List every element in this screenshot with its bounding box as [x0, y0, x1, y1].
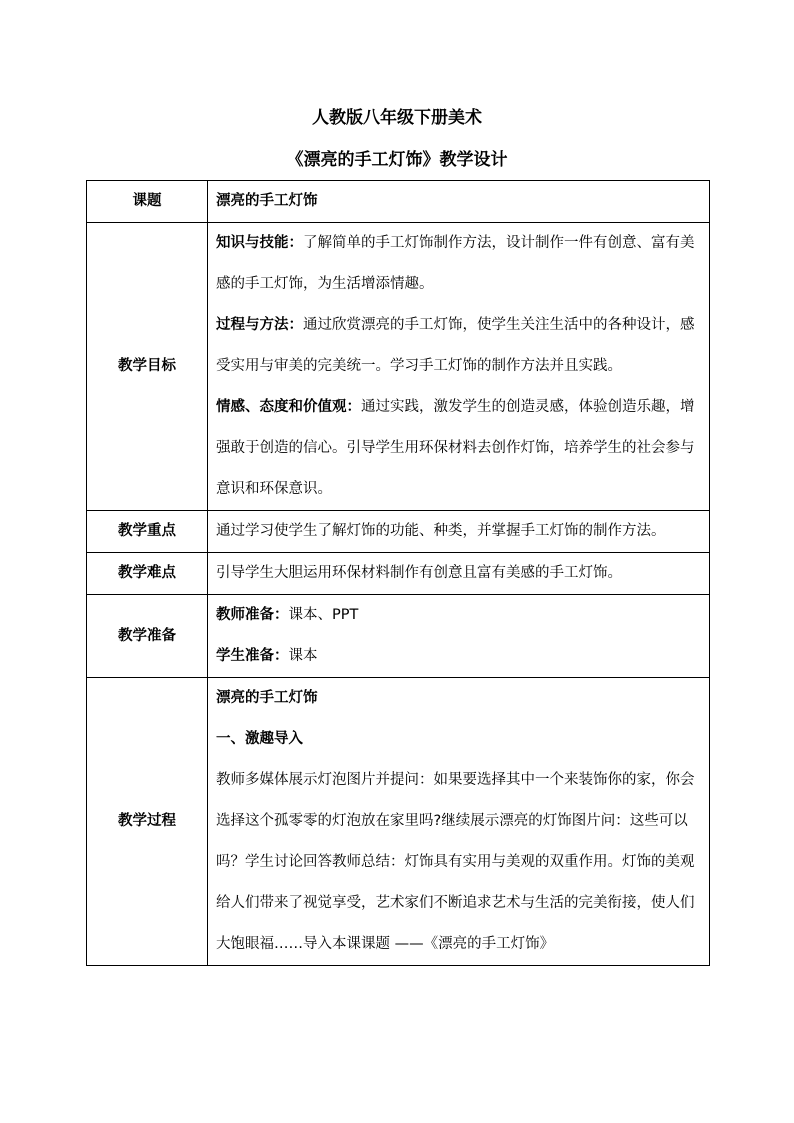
objective-knowledge-head: 知识与技能：: [216, 235, 303, 251]
difficulties-label: 教学难点: [87, 553, 208, 595]
row-key-points: [87, 511, 710, 553]
objective-attitude-text: 通过实践，激发学生的创造灵感，体验创造乐趣，增强敢于创造的信心。引导学生用环保材料去创作灯饰，培养学生的社会参与意识和环保意识。: [216, 399, 695, 497]
student-preparation-head: 学生准备：: [216, 648, 289, 664]
objective-process: [216, 305, 701, 387]
row-process: [87, 678, 710, 966]
objective-knowledge: [216, 223, 701, 305]
preparation-content: [208, 595, 710, 678]
objective-attitude-head: 情感、态度和价值观：: [216, 399, 361, 415]
document-title: 人教版八年级下册美术: [312, 108, 482, 128]
row-difficulties: [87, 553, 710, 595]
lesson-plan-table: [86, 180, 710, 966]
teacher-preparation-text: 课本、PPT: [288, 607, 359, 623]
student-preparation: [216, 636, 701, 677]
preparation-label: 教学准备: [87, 595, 208, 678]
row-objectives: [87, 223, 710, 511]
objectives-label: 教学目标: [87, 223, 208, 511]
topic-value: 漂亮的手工灯饰: [208, 181, 710, 223]
process-heading: 漂亮的手工灯饰: [216, 690, 318, 706]
process-label: 教学过程: [87, 678, 208, 966]
teacher-preparation: [216, 595, 701, 636]
student-preparation-text: 课本: [288, 648, 318, 664]
process-section-title: 一、激趣导入: [216, 731, 303, 747]
objective-attitude: [216, 387, 701, 510]
teacher-preparation-head: 教师准备：: [216, 607, 289, 623]
objective-process-head: 过程与方法：: [216, 317, 303, 333]
key-points-label: 教学重点: [87, 511, 208, 553]
objective-knowledge-text: 了解简单的手工灯饰制作方法，设计制作一件有创意、富有美感的手工灯饰，为生活增添情趣。: [216, 235, 695, 292]
process-paragraph: 教师多媒体展示灯泡图片并提问：如果要选择其中一个来装饰你的家，你会选择这个孤零零的灯泡放在家里吗?继续展示漂亮的灯饰图片问：这些可以吗？学生讨论回答教师总结：灯饰具有实用与美观的双重作用。灯饰的美观给人们带来了视觉享受，艺术家们不断追求艺术与生活的完美衔接，使人们大饱眼福……导入本课课题 ——《漂亮的手工灯饰》: [216, 772, 695, 952]
objectives-content: [208, 223, 710, 511]
row-topic: [87, 181, 710, 223]
objective-process-text: 通过欣赏漂亮的手工灯饰，使学生关注生活中的各种设计，感受实用与审美的完美统一。学习手工灯饰的制作方法并且实践。: [216, 317, 695, 374]
key-points-value: 通过学习使学生了解灯饰的功能、种类，并掌握手工灯饰的制作方法。: [208, 511, 710, 553]
difficulties-value: 引导学生大胆运用环保材料制作有创意且富有美感的手工灯饰。: [208, 553, 710, 595]
topic-label: 课题: [87, 181, 208, 223]
document-subtitle: 《漂亮的手工灯饰》教学设计: [286, 150, 508, 170]
row-preparation: [87, 595, 710, 678]
process-content: [208, 678, 710, 966]
